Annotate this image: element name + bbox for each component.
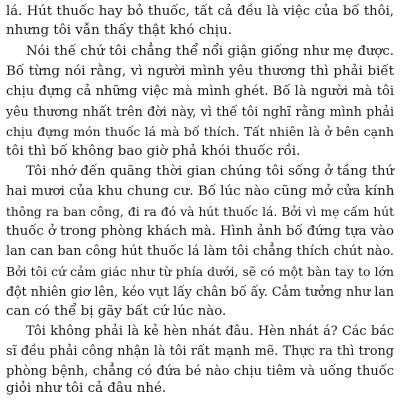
text-line-11: thông ra ban công, đi ra đó và hút thuốc lá. Bởi vì mẹ cấm hút	[6, 205, 394, 219]
text-line-3: Nói thế chứ tôi chẳng thể nổi giận giống như mẹ được.	[26, 44, 394, 59]
text-line-10: hai mươi của khu chung cư. Bố lúc nào cũng mở cửa kính	[6, 184, 395, 199]
text-line-7: chịu đựng món thuốc lá mà bố thích. Tất nhiên là ở bên cạnh	[6, 124, 394, 139]
text-line-17: Tôi không phải là kẻ hèn nhát đâu. Hèn nhát á? Các bác	[26, 324, 394, 339]
text-line-9: Tôi nhớ đến quãng thời gian chúng tôi sống ở tầng thứ	[26, 164, 394, 179]
text-line-20: giỏi như tôi cả đâu nhé.	[6, 381, 167, 396]
text-line-4: Bố từng nói rằng, vì người mình yêu thương thì phải biết	[6, 64, 394, 79]
text-line-2: nhưng tôi vẫn thấy thật khó chịu.	[6, 23, 232, 38]
text-line-16: can có thể bị gãy bất cứ lúc nào.	[6, 304, 227, 319]
text-line-15: đột nhiên giơ lên, kéo vụt lấy chân bố ấy. Cảm tưởng như lan	[6, 284, 394, 299]
text-line-6: yêu thương nhất trên đời này, vì thế tôi nghĩ rằng mình phải	[6, 104, 394, 119]
text-line-13: lan can ban công hút thuốc lá làm tôi chẳng thích chút nào.	[6, 244, 394, 259]
text-line-19: phòng bệnh, chẳng có đứa bé nào chịu tiêm và uống thuốc	[6, 364, 394, 379]
text-line-18: sĩ đều phải công nhận là tôi rất mạnh mẽ. Thực ra thì trong	[6, 344, 394, 359]
text-line-1: lá. Hút thuốc hay bỏ thuốc, tất cả đều là việc của bố thôi,	[6, 4, 394, 19]
text-line-5: chịu đựng cả những việc mà mình ghét. Bố là người mà tôi	[6, 84, 394, 99]
text-line-12: thuốc ở trong phòng khách mà. Hình ảnh bố đứng tựa vào	[6, 224, 394, 239]
text-line-14: Bởi tôi cứ cảm giác như từ phía dưới, sẽ có một bàn tay to lớn	[6, 264, 394, 279]
text-line-8: tôi thì bố không bao giờ phả khói thuốc rồi.	[6, 144, 301, 159]
